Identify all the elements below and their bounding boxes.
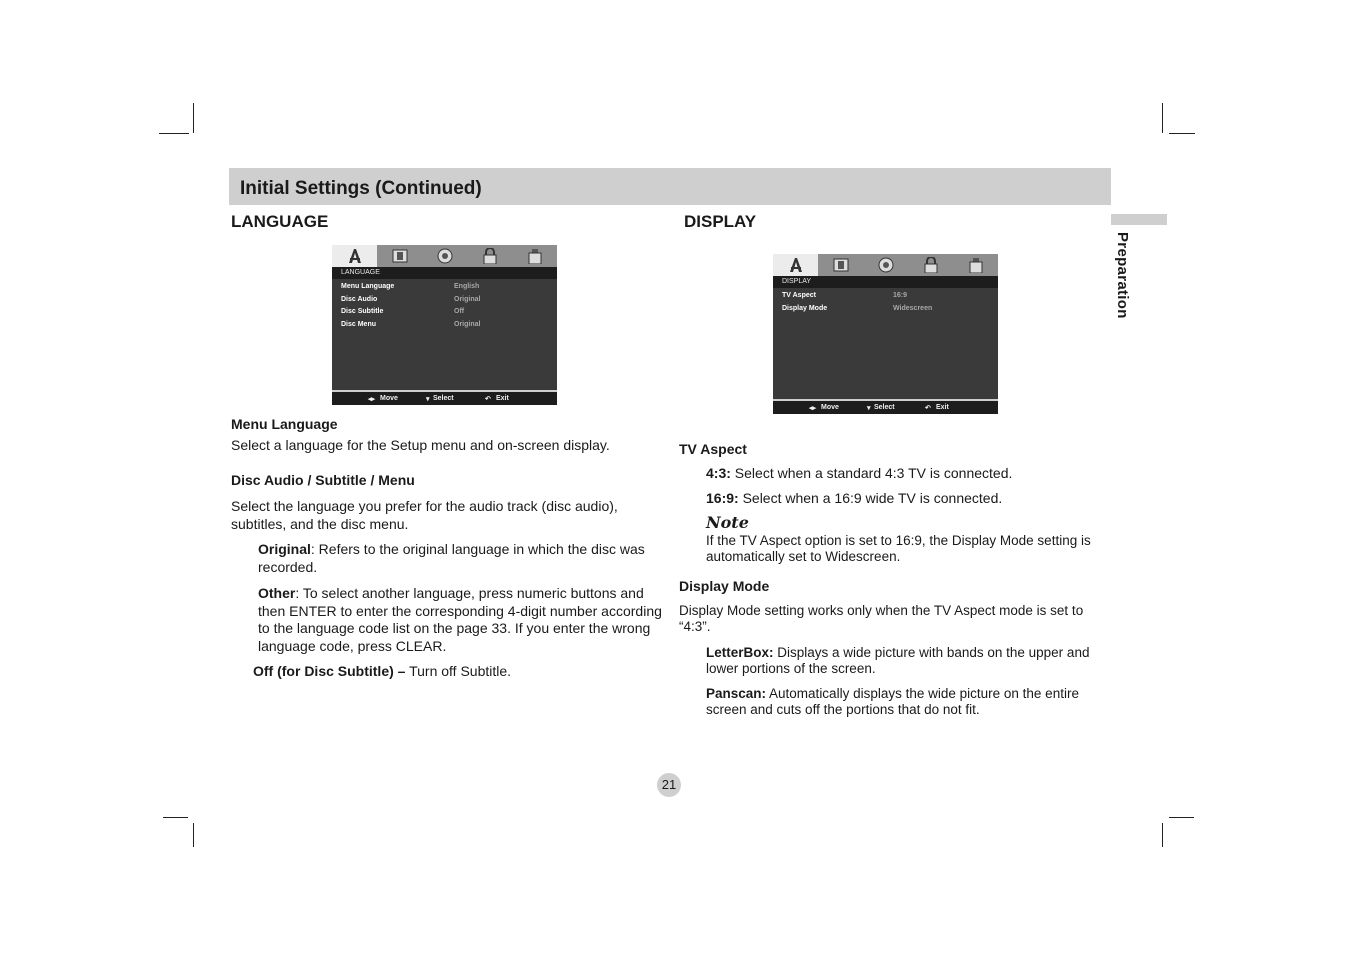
osd-row-label: Menu Language: [341, 283, 395, 290]
down-arrow-icon: ▾: [426, 396, 430, 403]
left-right-arrows-icon: ◂▸: [809, 405, 817, 412]
letterbox-option: [706, 645, 1106, 677]
language-icon: [773, 254, 818, 276]
osd-row-disc-menu[interactable]: [332, 319, 557, 332]
page-header: [229, 168, 1111, 205]
original-term: Original: [258, 541, 311, 557]
panscan-option: [706, 686, 1108, 718]
osd-row-label: TV Aspect: [782, 292, 816, 299]
display-icon: [377, 245, 422, 267]
osd-settings-list: [332, 279, 557, 331]
display-mode-title: Display Mode: [679, 578, 770, 594]
osd-row-label: Display Mode: [782, 304, 828, 312]
osd-row-display-mode[interactable]: [773, 303, 998, 316]
off-term: Off (for Disc Subtitle) –: [253, 663, 406, 679]
original-option: [258, 541, 648, 576]
return-icon: ↶: [925, 405, 931, 412]
display-icon: [818, 254, 863, 276]
crop-mark: [163, 817, 188, 818]
osd-footer-exit: Exit: [496, 395, 509, 402]
letterbox-term: LetterBox:: [706, 645, 774, 660]
crop-mark: [1169, 133, 1195, 134]
osd-row-value: Widescreen: [893, 304, 933, 312]
letterbox-text: Displays a wide picture with bands on the upper and lower portions of the screen.: [706, 645, 1090, 676]
osd-footer-move: Move: [380, 395, 398, 402]
tv-aspect-title: TV Aspect: [679, 441, 747, 457]
note-title: Note: [706, 513, 749, 532]
display-heading: DISPLAY: [684, 212, 757, 231]
osd-footer: [332, 392, 557, 405]
lock-icon: [908, 254, 953, 276]
audio-icon: [863, 254, 908, 276]
aspect-4-3-option: [706, 465, 1106, 483]
aspect-16-9-term: 16:9:: [706, 490, 739, 506]
other-option: [258, 585, 662, 655]
panscan-term: Panscan:: [706, 686, 767, 701]
osd-row-tv-aspect[interactable]: [773, 290, 998, 303]
osd-row-label: Disc Audio: [341, 295, 378, 303]
osd-row-value: Off: [454, 308, 465, 315]
other-term: Other: [258, 585, 296, 601]
osd-row-disc-subtitle[interactable]: [332, 306, 557, 319]
audio-icon: [422, 245, 467, 267]
lock-icon: [467, 245, 512, 267]
osd-row-value: Original: [454, 320, 481, 328]
crop-mark: [1162, 823, 1163, 847]
language-osd-screen: [332, 245, 557, 405]
osd-footer-select: Select: [433, 395, 454, 402]
return-icon: ↶: [485, 396, 491, 403]
crop-mark: [193, 823, 194, 847]
off-text: Turn off Subtitle.: [405, 663, 512, 679]
down-arrow-icon: ▾: [867, 405, 871, 412]
osd-row-label: Disc Subtitle: [341, 308, 384, 315]
disc-audio-text: Select the language you prefer for the audio track (disc audio), subtitles, and the disc menu.: [231, 498, 618, 532]
side-tab: [1111, 214, 1167, 225]
original-text: : Refers to the original language in which the disc was recorded.: [258, 541, 645, 575]
menu-language-text: Select a language for the Setup menu and on-screen display.: [231, 437, 610, 453]
menu-language-title: Menu Language: [231, 416, 338, 432]
osd-settings-list: [773, 288, 998, 315]
osd-row-value: Original: [454, 295, 481, 303]
crop-mark: [1162, 103, 1163, 133]
disc-audio-title: Disc Audio / Subtitle / Menu: [231, 472, 415, 488]
others-icon: [953, 254, 998, 276]
aspect-16-9-text: Select when a 16:9 wide TV is connected.: [738, 490, 1003, 506]
crop-mark: [193, 103, 194, 133]
crop-mark: [1169, 817, 1194, 818]
language-icon: [332, 245, 377, 267]
osd-footer-exit: Exit: [936, 404, 949, 411]
osd-row-menu-language[interactable]: [332, 281, 557, 294]
language-heading: LANGUAGE: [231, 212, 329, 231]
left-right-arrows-icon: ◂▸: [368, 396, 376, 403]
osd-tab-bar: [773, 254, 998, 276]
osd-row-value: 16:9: [893, 292, 908, 299]
others-icon: [512, 245, 557, 267]
osd-row-value: English: [454, 283, 480, 290]
aspect-4-3-text: Select when a standard 4:3 TV is connected.: [730, 465, 1013, 481]
osd-row-disc-audio[interactable]: [332, 294, 557, 307]
off-option: [253, 663, 663, 681]
osd-footer-move: Move: [821, 404, 839, 411]
page-title: Initial Settings (Continued): [240, 178, 482, 199]
page-number: 21: [657, 773, 681, 797]
display-mode-text: Display Mode setting works only when the TV Aspect mode is set to “4:3”.: [679, 603, 1084, 634]
aspect-4-3-term: 4:3:: [706, 465, 731, 481]
display-osd-screen: [773, 254, 998, 414]
crop-mark: [159, 133, 189, 134]
osd-row-label: Disc Menu: [341, 320, 377, 328]
osd-footer-select: Select: [874, 404, 895, 411]
osd-tab-bar: [332, 245, 557, 267]
side-label: Preparation: [1114, 232, 1131, 319]
osd-title: DISPLAY: [773, 276, 998, 288]
osd-footer: [773, 401, 998, 414]
other-text: : To select another language, press numeric buttons and then ENTER to enter the corresponding 4-digit number according to the language code list on the page 33. If you enter the wrong language code, press CLEAR.: [258, 585, 662, 654]
osd-title: LANGUAGE: [332, 267, 557, 279]
aspect-16-9-option: [706, 490, 1106, 508]
note-text: If the TV Aspect option is set to 16:9, the Display Mode setting is automatically set to Widescreen.: [706, 533, 1091, 564]
panscan-text: Automatically displays the wide picture on the entire screen and cuts off the portions that do not fit.: [706, 686, 1079, 717]
